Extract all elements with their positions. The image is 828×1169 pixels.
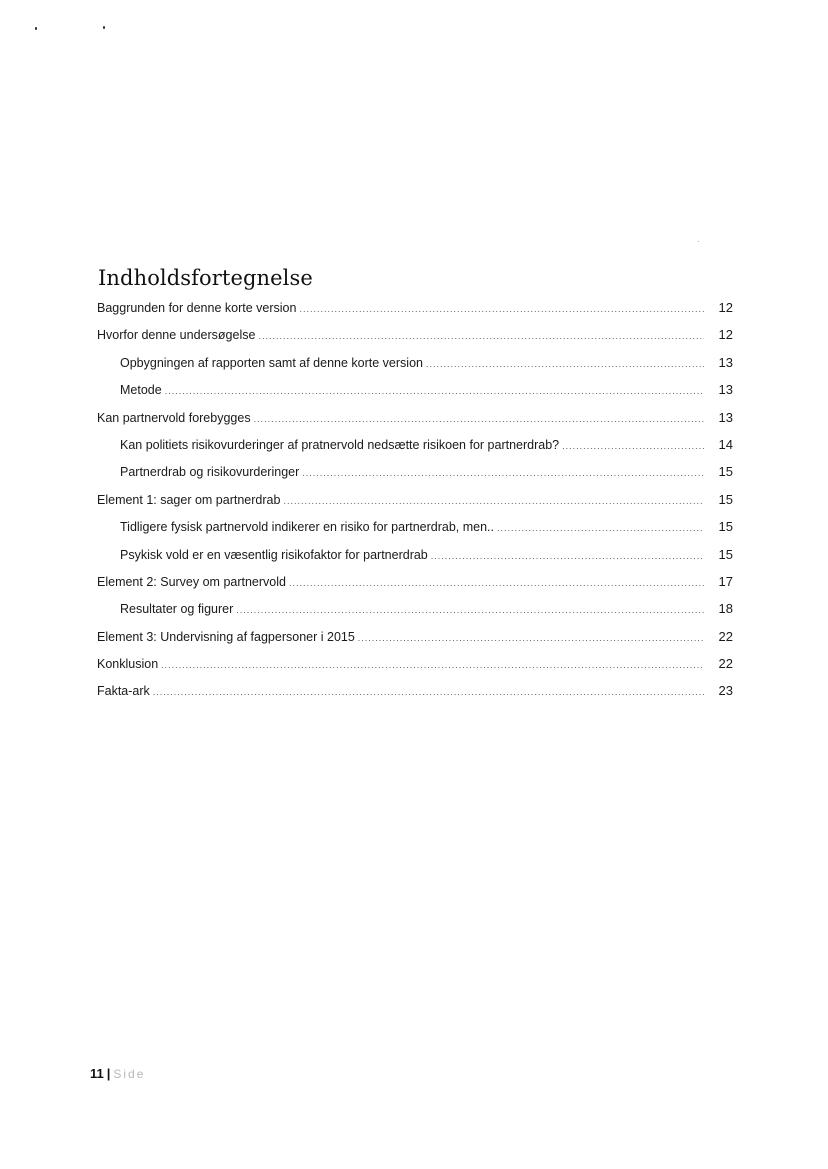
toc-entry-page: 13	[718, 409, 733, 425]
toc-entry-label: Partnerdrab og risikovurderinger	[120, 465, 300, 480]
toc-entry[interactable]	[93, 321, 733, 348]
toc-list	[93, 294, 733, 705]
toc-entry-page: 12	[718, 300, 733, 315]
scan-speck	[698, 241, 699, 242]
toc-dot-leader	[236, 597, 704, 624]
toc-entry-label: Resultater og figurer	[120, 602, 234, 617]
toc-entry-label: Hvorfor denne undersøgelse	[97, 328, 256, 343]
scan-artifacts	[0, 22, 828, 42]
toc-entry-page: 15	[718, 464, 733, 480]
toc-entry[interactable]	[93, 404, 733, 431]
toc-entry-page: 12	[718, 327, 733, 343]
toc-entry-page: 15	[718, 491, 733, 507]
toc-entry-page: 22	[718, 656, 733, 672]
toc-entry-label: Baggrunden for denne korte version	[97, 301, 297, 315]
toc-entry-page: 13	[718, 382, 733, 398]
toc-dot-leader	[302, 460, 704, 487]
table-of-contents	[93, 266, 733, 705]
toc-entry-label: Element 1: sager om partnerdrab	[97, 492, 281, 507]
toc-entry[interactable]	[93, 623, 733, 650]
toc-entry-label: Metode	[120, 383, 162, 398]
toc-entry[interactable]	[93, 513, 733, 540]
toc-entry[interactable]	[93, 294, 733, 321]
toc-dot-leader	[254, 406, 704, 433]
toc-entry-label: Kan partnervold forebygges	[97, 410, 251, 425]
toc-dot-leader	[153, 679, 704, 706]
toc-entry[interactable]	[93, 376, 733, 403]
toc-dot-leader	[165, 378, 704, 405]
toc-entry-label: Tidligere fysisk partnervold indikerer en risiko for partnerdrab, men..	[120, 520, 494, 535]
toc-entry-page: 22	[718, 628, 733, 644]
toc-entry[interactable]	[93, 349, 733, 376]
toc-entry[interactable]	[93, 650, 733, 677]
scan-speck	[103, 26, 105, 29]
scan-speck	[35, 27, 37, 30]
toc-title: Indholdsfortegnelse	[98, 266, 313, 290]
toc-entry[interactable]	[93, 541, 733, 568]
toc-entry-label: Konklusion	[97, 657, 159, 672]
toc-dot-leader	[431, 543, 704, 570]
toc-dot-leader	[426, 351, 704, 378]
toc-dot-leader	[497, 515, 704, 542]
toc-entry[interactable]	[93, 568, 733, 595]
toc-entry-label: Element 2: Survey om partnervold	[97, 574, 286, 589]
toc-entry-label: Fakta-ark	[97, 684, 150, 699]
toc-entry-page: 17	[718, 573, 733, 589]
toc-dot-leader	[299, 296, 704, 323]
toc-entry-label: Opbygningen af rapporten samt af denne korte version	[120, 355, 423, 370]
toc-entry-page: 18	[718, 601, 733, 617]
footer-separator: |	[106, 1066, 111, 1081]
toc-entry-page: 23	[718, 683, 733, 699]
toc-entry[interactable]	[93, 677, 733, 704]
toc-entry-label: Kan politiets risikovurderinger af pratnervold nedsætte risikoen for partnerdrab?	[120, 437, 560, 452]
toc-entry-page: 15	[718, 519, 733, 535]
toc-entry-label: Element 3: Undervisning af fagpersoner i 2015	[97, 629, 355, 644]
toc-dot-leader	[289, 570, 704, 597]
page-word: Side	[113, 1067, 146, 1081]
toc-entry-label: Psykisk vold er en væsentlig risikofaktor for partnerdrab	[120, 547, 428, 562]
page-footer	[90, 1066, 145, 1081]
toc-dot-leader	[562, 433, 704, 460]
toc-entry[interactable]	[93, 458, 733, 485]
toc-entry[interactable]	[93, 431, 733, 458]
toc-dot-leader	[258, 323, 704, 350]
toc-dot-leader	[161, 652, 704, 679]
toc-entry[interactable]	[93, 595, 733, 622]
toc-entry[interactable]	[93, 486, 733, 513]
toc-entry-page: 13	[718, 354, 733, 370]
toc-entry-page: 14	[718, 436, 733, 452]
toc-dot-leader	[283, 488, 704, 515]
toc-dot-leader	[358, 625, 704, 652]
toc-entry-page: 15	[718, 546, 733, 562]
page-number: 11	[90, 1066, 104, 1081]
